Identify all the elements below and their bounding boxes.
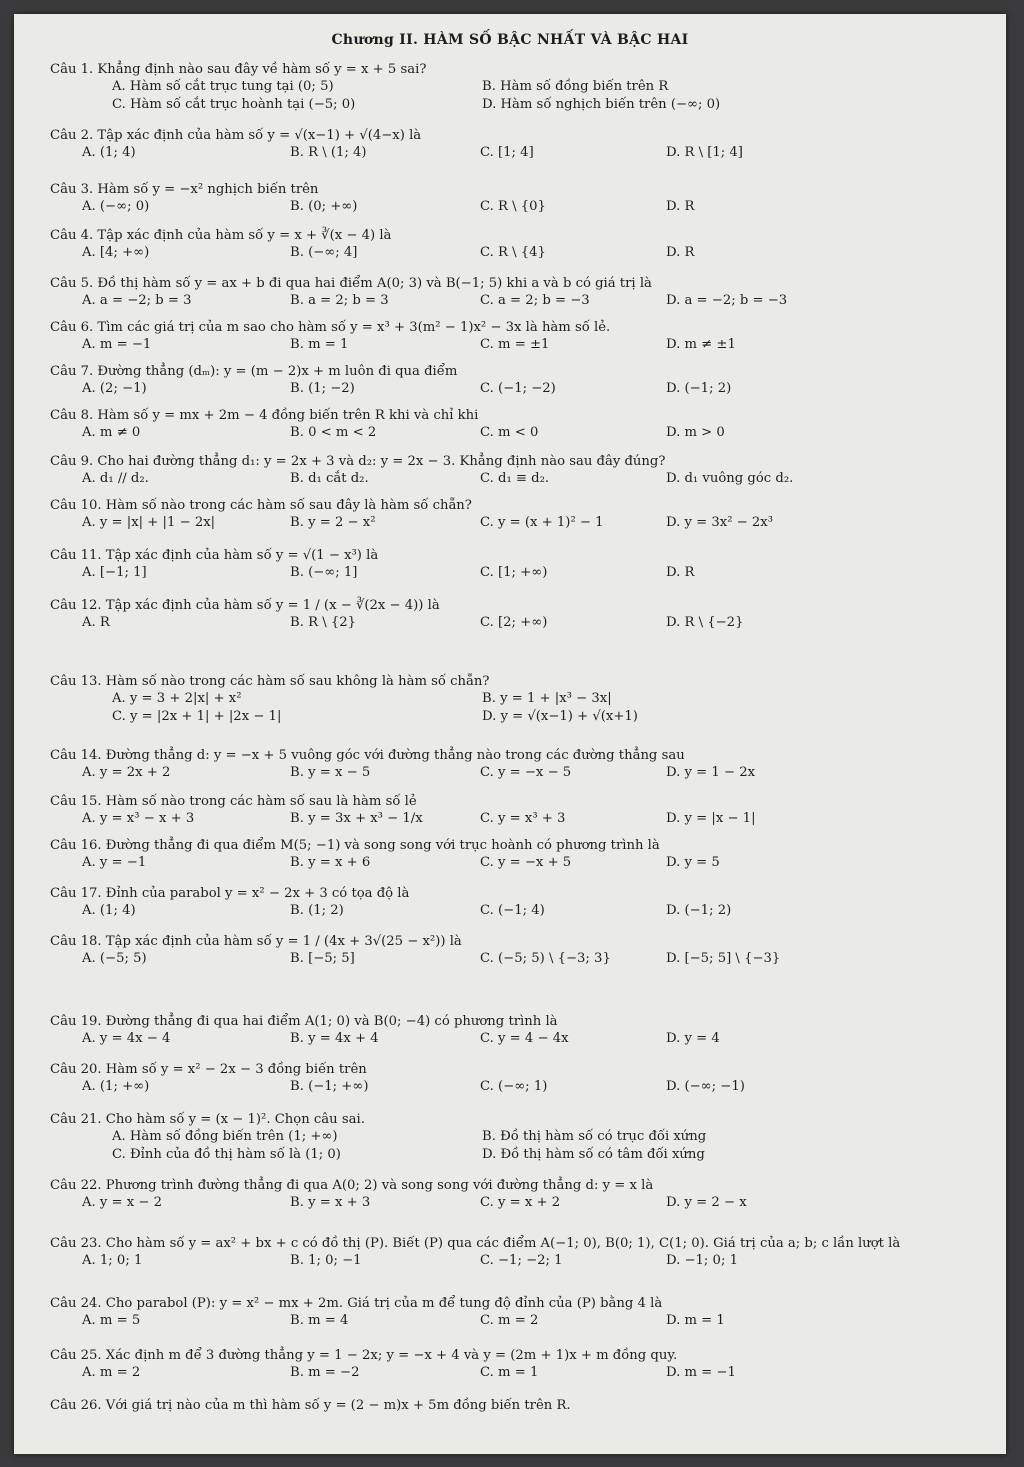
question-stem: Câu 3. Hàm số y = −x² nghịch biến trên bbox=[50, 182, 319, 197]
answer-option-d[interactable]: D. R bbox=[666, 565, 695, 580]
answer-option-c[interactable]: C. y = |2x + 1| + |2x − 1| bbox=[112, 709, 282, 724]
answer-options bbox=[50, 951, 992, 969]
question-stem: Câu 7. Đường thẳng (dₘ): y = (m − 2)x + m luôn đi qua điểm bbox=[50, 364, 458, 379]
answer-option-d[interactable]: D. Hàm số nghịch biến trên (−∞; 0) bbox=[482, 97, 721, 112]
answer-option-d[interactable]: D. y = |x − 1| bbox=[666, 811, 756, 826]
answer-option-a[interactable]: A. (1; +∞) bbox=[82, 1079, 150, 1094]
answer-option-a[interactable]: A. R bbox=[82, 615, 110, 630]
question-stem: Câu 9. Cho hai đường thẳng d₁: y = 2x + 3 và d₂: y = 2x − 3. Khẳng định nào sau đây đúng? bbox=[50, 454, 666, 469]
answer-option-d[interactable]: D. y = √(x−1) + √(x+1) bbox=[482, 709, 638, 724]
answer-option-c[interactable]: C. [2; +∞) bbox=[480, 615, 548, 630]
answer-option-c[interactable]: C. Đỉnh của đồ thị hàm số là (1; 0) bbox=[112, 1147, 341, 1162]
answer-option-c[interactable]: C. y = x + 2 bbox=[480, 1195, 561, 1210]
question-stem: Câu 15. Hàm số nào trong các hàm số sau là hàm số lẻ bbox=[50, 794, 417, 809]
question-7 bbox=[50, 364, 992, 399]
answer-option-a[interactable]: A. (−∞; 0) bbox=[82, 199, 150, 214]
answer-option-a[interactable]: A. y = |x| + |1 − 2x| bbox=[82, 515, 216, 530]
answer-option-c[interactable]: C. m < 0 bbox=[480, 425, 539, 440]
answer-option-b[interactable]: B. y = 4x + 4 bbox=[290, 1031, 379, 1046]
answer-option-c[interactable]: C. m = 1 bbox=[480, 1365, 539, 1380]
answer-options bbox=[50, 1195, 992, 1213]
question-16 bbox=[50, 838, 992, 873]
answer-option-a[interactable]: A. (2; −1) bbox=[82, 381, 147, 396]
answer-option-a[interactable]: A. m = 5 bbox=[82, 1313, 141, 1328]
question-12 bbox=[50, 598, 992, 633]
question-20 bbox=[50, 1062, 992, 1097]
question-stem: Câu 14. Đường thẳng d: y = −x + 5 vuông góc với đường thẳng nào trong các đường thẳng sau bbox=[50, 748, 685, 763]
answer-options bbox=[50, 565, 992, 583]
answer-option-d[interactable]: D. R bbox=[666, 199, 695, 214]
answer-option-d[interactable]: D. m > 0 bbox=[666, 425, 725, 440]
answer-options bbox=[50, 293, 992, 311]
answer-option-a[interactable]: A. [4; +∞) bbox=[82, 245, 150, 260]
answer-option-d[interactable]: D. [−5; 5] \ {−3} bbox=[666, 951, 781, 966]
answer-option-c[interactable]: C. [1; +∞) bbox=[480, 565, 548, 580]
answer-option-a[interactable]: A. Hàm số cắt trục tung tại (0; 5) bbox=[112, 79, 334, 94]
answer-option-b[interactable]: B. 1; 0; −1 bbox=[290, 1253, 362, 1268]
answer-option-b[interactable]: B. m = −2 bbox=[290, 1365, 360, 1380]
question-stem: Câu 17. Đỉnh của parabol y = x² − 2x + 3 có tọa độ là bbox=[50, 886, 410, 901]
question-1 bbox=[50, 62, 992, 115]
question-stem: Câu 23. Cho hàm số y = ax² + bx + c có đồ thị (P). Biết (P) qua các điểm A(−1; 0), B(0; 1), C(1; 0). Giá trị của a; b; c lần lượt là bbox=[50, 1236, 901, 1251]
question-10 bbox=[50, 498, 992, 533]
answer-option-d[interactable]: D. R \ [1; 4] bbox=[666, 145, 743, 160]
question-2 bbox=[50, 128, 992, 163]
answer-option-c[interactable]: C. −1; −2; 1 bbox=[480, 1253, 563, 1268]
answer-option-d[interactable]: D. d₁ vuông góc d₂. bbox=[666, 471, 794, 486]
question-19 bbox=[50, 1014, 992, 1049]
answer-option-b[interactable]: B. Hàm số đồng biến trên R bbox=[482, 79, 669, 94]
answer-option-b[interactable]: B. a = 2; b = 3 bbox=[290, 293, 389, 308]
question-stem: Câu 18. Tập xác định của hàm số y = 1 / (4x + 3√(25 − x²)) là bbox=[50, 934, 462, 949]
answer-options bbox=[50, 199, 992, 217]
answer-option-b[interactable]: B. R \ (1; 4) bbox=[290, 145, 367, 160]
answer-option-d[interactable]: D. (−1; 2) bbox=[666, 903, 732, 918]
answer-option-d[interactable]: D. m = −1 bbox=[666, 1365, 736, 1380]
answer-option-a[interactable]: A. [−1; 1] bbox=[82, 565, 147, 580]
question-stem: Câu 2. Tập xác định của hàm số y = √(x−1) + √(4−x) là bbox=[50, 128, 422, 143]
answer-option-c[interactable]: C. y = x³ + 3 bbox=[480, 811, 566, 826]
answer-option-b[interactable]: B. R \ {2} bbox=[290, 615, 357, 630]
answer-option-c[interactable]: C. y = −x + 5 bbox=[480, 855, 572, 870]
question-stem: Câu 5. Đồ thị hàm số y = ax + b đi qua hai điểm A(0; 3) và B(−1; 5) khi a và b có giá trị là bbox=[50, 276, 652, 291]
answer-option-d[interactable]: D. y = 2 − x bbox=[666, 1195, 747, 1210]
question-stem: Câu 19. Đường thẳng đi qua hai điểm A(1; 0) và B(0; −4) có phương trình là bbox=[50, 1014, 558, 1029]
question-stem: Câu 12. Tập xác định của hàm số y = 1 / (x − ∛(2x − 4)) là bbox=[50, 598, 440, 613]
question-8 bbox=[50, 408, 992, 443]
question-13 bbox=[50, 674, 992, 727]
question-26 bbox=[50, 1398, 992, 1414]
answer-options bbox=[50, 811, 992, 829]
answer-option-b[interactable]: B. (−1; +∞) bbox=[290, 1079, 369, 1094]
answer-option-c[interactable]: C. [1; 4] bbox=[480, 145, 534, 160]
answer-option-b[interactable]: B. m = 1 bbox=[290, 337, 349, 352]
answer-option-b[interactable]: B. Đồ thị hàm số có trục đối xứng bbox=[482, 1129, 707, 1144]
answer-option-c[interactable]: C. (−5; 5) \ {−3; 3} bbox=[480, 951, 611, 966]
answer-option-c[interactable]: C. y = −x − 5 bbox=[480, 765, 572, 780]
answer-options bbox=[50, 145, 992, 163]
answer-option-c[interactable]: C. y = (x + 1)² − 1 bbox=[480, 515, 604, 530]
answer-option-a[interactable]: A. (−5; 5) bbox=[82, 951, 147, 966]
answer-option-d[interactable]: D. R \ {−2} bbox=[666, 615, 744, 630]
question-stem: Câu 1. Khẳng định nào sau đây về hàm số y = x + 5 sai? bbox=[50, 62, 427, 77]
answer-options bbox=[50, 1253, 992, 1271]
question-stem: Câu 16. Đường thẳng đi qua điểm M(5; −1) và song song với trục hoành có phương trình là bbox=[50, 838, 660, 853]
answer-option-b[interactable]: B. (1; 2) bbox=[290, 903, 344, 918]
answer-option-c[interactable]: C. d₁ ≡ d₂. bbox=[480, 471, 550, 486]
question-11 bbox=[50, 548, 992, 583]
answer-options bbox=[50, 245, 992, 263]
question-stem: Câu 24. Cho parabol (P): y = x² − mx + 2m. Giá trị của m để tung độ đỉnh của (P) bằng 4 là bbox=[50, 1296, 663, 1311]
answer-option-c[interactable]: C. (−1; −2) bbox=[480, 381, 556, 396]
answer-option-a[interactable]: A. m = 2 bbox=[82, 1365, 141, 1380]
document-page bbox=[14, 14, 1006, 1454]
question-23 bbox=[50, 1236, 992, 1271]
question-9 bbox=[50, 454, 992, 489]
question-stem: Câu 25. Xác định m để 3 đường thẳng y = 1 − 2x; y = −x + 4 và y = (2m + 1)x + m đồng quy. bbox=[50, 1348, 678, 1363]
answer-option-c[interactable]: C. Hàm số cắt trục hoành tại (−5; 0) bbox=[112, 97, 356, 112]
answer-options bbox=[50, 615, 992, 633]
answer-options bbox=[50, 1365, 992, 1383]
answer-option-b[interactable]: B. (1; −2) bbox=[290, 381, 355, 396]
answer-option-a[interactable]: A. d₁ // d₂. bbox=[82, 471, 149, 486]
answer-option-d[interactable]: D. a = −2; b = −3 bbox=[666, 293, 788, 308]
answer-option-b[interactable]: B. y = x + 6 bbox=[290, 855, 371, 870]
answer-option-b[interactable]: B. d₁ cắt d₂. bbox=[290, 471, 369, 486]
answer-options bbox=[50, 1313, 992, 1331]
answer-option-d[interactable]: D. y = 5 bbox=[666, 855, 720, 870]
answer-option-b[interactable]: B. y = x + 3 bbox=[290, 1195, 371, 1210]
answer-option-c[interactable]: C. a = 2; b = −3 bbox=[480, 293, 590, 308]
answer-option-c[interactable]: C. m = 2 bbox=[480, 1313, 539, 1328]
answer-option-c[interactable]: C. R \ {0} bbox=[480, 199, 546, 214]
answer-option-b[interactable]: B. y = 1 + |x³ − 3x| bbox=[482, 691, 612, 706]
question-stem: Câu 4. Tập xác định của hàm số y = x + ∛(x − 4) là bbox=[50, 228, 392, 243]
answer-option-a[interactable]: A. 1; 0; 1 bbox=[82, 1253, 143, 1268]
answer-options bbox=[50, 515, 992, 533]
question-6 bbox=[50, 320, 992, 355]
answer-option-a[interactable]: A. m = −1 bbox=[82, 337, 152, 352]
answer-options bbox=[50, 691, 992, 727]
answer-options bbox=[50, 855, 992, 873]
answer-options bbox=[50, 903, 992, 921]
answer-option-b[interactable]: B. (0; +∞) bbox=[290, 199, 358, 214]
page-title: Chương II. HÀM SỐ BẬC NHẤT VÀ BẬC HAI bbox=[331, 32, 689, 48]
answer-option-d[interactable]: D. R bbox=[666, 245, 695, 260]
answer-options bbox=[50, 381, 992, 399]
answer-option-d[interactable]: D. m ≠ ±1 bbox=[666, 337, 736, 352]
question-4 bbox=[50, 228, 992, 263]
answer-option-b[interactable]: B. y = x − 5 bbox=[290, 765, 371, 780]
question-17 bbox=[50, 886, 992, 921]
answer-options bbox=[50, 337, 992, 355]
answer-option-a[interactable]: A. m ≠ 0 bbox=[82, 425, 141, 440]
answer-option-d[interactable]: D. y = 3x² − 2x³ bbox=[666, 515, 774, 530]
answer-option-a[interactable]: A. y = x − 2 bbox=[82, 1195, 163, 1210]
question-stem: Câu 10. Hàm số nào trong các hàm số sau đây là hàm số chẵn? bbox=[50, 498, 472, 513]
answer-option-a[interactable]: A. Hàm số đồng biến trên (1; +∞) bbox=[112, 1129, 338, 1144]
question-stem: Câu 22. Phương trình đường thẳng đi qua A(0; 2) và song song với đường thẳng d: y = x là bbox=[50, 1178, 654, 1193]
answer-option-d[interactable]: D. Đồ thị hàm số có tâm đối xứng bbox=[482, 1147, 705, 1162]
question-3 bbox=[50, 182, 992, 217]
answer-options bbox=[50, 765, 992, 783]
question-22 bbox=[50, 1178, 992, 1213]
question-stem: Câu 11. Tập xác định của hàm số y = √(1 − x³) là bbox=[50, 548, 379, 563]
question-15 bbox=[50, 794, 992, 829]
answer-option-c[interactable]: C. R \ {4} bbox=[480, 245, 546, 260]
answer-option-b[interactable]: B. (−∞; 4] bbox=[290, 245, 358, 260]
answer-option-d[interactable]: D. (−1; 2) bbox=[666, 381, 732, 396]
question-24 bbox=[50, 1296, 992, 1331]
answer-option-c[interactable]: C. (−∞; 1) bbox=[480, 1079, 548, 1094]
question-18 bbox=[50, 934, 992, 969]
answer-option-d[interactable]: D. (−∞; −1) bbox=[666, 1079, 745, 1094]
question-stem: Câu 6. Tìm các giá trị của m sao cho hàm số y = x³ + 3(m² − 1)x² − 3x là hàm số lẻ. bbox=[50, 320, 611, 335]
question-stem: Câu 8. Hàm số y = mx + 2m − 4 đồng biến trên R khi và chỉ khi bbox=[50, 408, 479, 423]
answer-options bbox=[50, 1031, 992, 1049]
question-stem: Câu 20. Hàm số y = x² − 2x − 3 đồng biến trên bbox=[50, 1062, 367, 1077]
answer-option-a[interactable]: A. (1; 4) bbox=[82, 903, 136, 918]
question-14 bbox=[50, 748, 992, 783]
answer-option-c[interactable]: C. m = ±1 bbox=[480, 337, 550, 352]
answer-options bbox=[50, 79, 992, 115]
answer-option-a[interactable]: A. y = x³ − x + 3 bbox=[82, 811, 195, 826]
answer-options bbox=[50, 425, 992, 443]
question-stem: Câu 21. Cho hàm số y = (x − 1)². Chọn câu sai. bbox=[50, 1112, 365, 1127]
answer-options bbox=[50, 471, 992, 489]
answer-option-a[interactable]: A. y = −1 bbox=[82, 855, 147, 870]
question-5 bbox=[50, 276, 992, 311]
answer-options bbox=[50, 1129, 992, 1165]
question-stem: Câu 13. Hàm số nào trong các hàm số sau không là hàm số chẵn? bbox=[50, 674, 490, 689]
answer-option-a[interactable]: A. y = 4x − 4 bbox=[82, 1031, 171, 1046]
answer-options bbox=[50, 1079, 992, 1097]
answer-option-d[interactable]: D. −1; 0; 1 bbox=[666, 1253, 738, 1268]
answer-option-b[interactable]: B. 0 < m < 2 bbox=[290, 425, 377, 440]
answer-option-b[interactable]: B. y = 3x + x³ − 1/x bbox=[290, 811, 423, 826]
answer-option-a[interactable]: A. a = −2; b = 3 bbox=[82, 293, 192, 308]
answer-option-c[interactable]: C. (−1; 4) bbox=[480, 903, 545, 918]
answer-option-b[interactable]: B. [−5; 5] bbox=[290, 951, 355, 966]
answer-option-a[interactable]: A. y = 3 + 2|x| + x² bbox=[112, 691, 242, 706]
answer-option-b[interactable]: B. y = 2 − x² bbox=[290, 515, 376, 530]
question-21 bbox=[50, 1112, 992, 1165]
answer-option-a[interactable]: A. y = 2x + 2 bbox=[82, 765, 171, 780]
question-stem: Câu 26. Với giá trị nào của m thì hàm số y = (2 − m)x + 5m đồng biến trên R. bbox=[50, 1398, 571, 1413]
answer-option-c[interactable]: C. y = 4 − 4x bbox=[480, 1031, 569, 1046]
answer-option-d[interactable]: D. m = 1 bbox=[666, 1313, 725, 1328]
answer-option-b[interactable]: B. (−∞; 1] bbox=[290, 565, 358, 580]
answer-option-d[interactable]: D. y = 1 − 2x bbox=[666, 765, 756, 780]
answer-option-d[interactable]: D. y = 4 bbox=[666, 1031, 720, 1046]
answer-option-a[interactable]: A. (1; 4) bbox=[82, 145, 136, 160]
answer-option-b[interactable]: B. m = 4 bbox=[290, 1313, 349, 1328]
question-25 bbox=[50, 1348, 992, 1383]
